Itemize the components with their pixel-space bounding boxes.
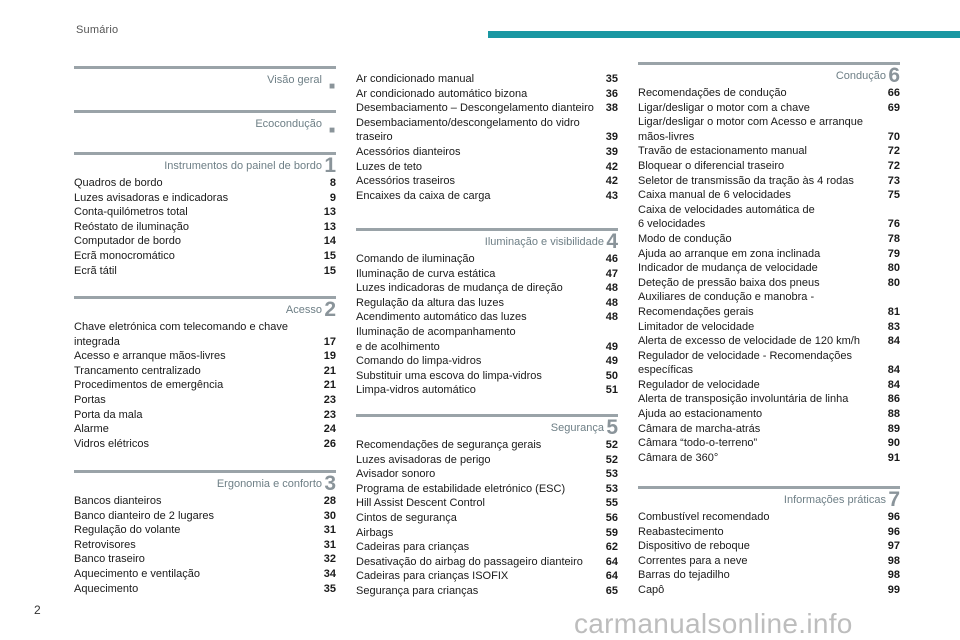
toc-entry-text: Cadeiras para crianças ISOFIX <box>356 570 509 583</box>
toc-entry-page: 79 <box>887 247 900 260</box>
toc-entry-text: Cintos de segurança <box>356 511 457 524</box>
toc-entry[interactable] <box>356 383 618 398</box>
toc-entry-page: 98 <box>887 569 900 582</box>
toc-entry-page: 13 <box>323 220 336 233</box>
toc-entry-page: 42 <box>605 160 618 173</box>
toc-entry[interactable] <box>356 72 618 87</box>
toc-entry-page: 90 <box>887 437 900 450</box>
toc-entry-text: Ajuda ao estacionamento <box>638 408 763 421</box>
toc-entry-page: 51 <box>605 384 618 397</box>
toc-entry-text: Alerta de transposição involuntária de linha <box>638 393 849 406</box>
toc-entry[interactable] <box>638 159 900 174</box>
toc-entry-page: 52 <box>605 439 618 451</box>
toc-entry[interactable] <box>638 554 900 569</box>
toc-entry-page: 75 <box>887 189 900 202</box>
section-number: 3 <box>324 472 336 495</box>
toc-entry-text: Desembaciamento – Descongelamento dianteiro <box>356 102 594 115</box>
toc-entry[interactable] <box>638 101 900 116</box>
toc-entry[interactable] <box>356 526 618 541</box>
toc-entry[interactable] <box>638 305 900 320</box>
toc-entry-page: 50 <box>605 369 618 382</box>
toc-entry[interactable] <box>74 234 336 249</box>
toc-entry-page: 98 <box>887 554 900 567</box>
toc-entry-text: Comando do limpa-vidros <box>356 355 482 368</box>
toc-entry[interactable] <box>638 422 900 437</box>
toc-entry-page: 52 <box>605 453 618 466</box>
toc-entry-text: Aquecimento <box>74 582 139 595</box>
entry-list <box>356 438 618 599</box>
toc-entry-page: 19 <box>323 350 336 363</box>
toc-entry-text: Encaixes da caixa de carga <box>356 189 491 202</box>
entry-list <box>74 494 336 596</box>
toc-entry[interactable] <box>74 552 336 567</box>
header-accent-bar <box>488 31 960 38</box>
toc-entry[interactable] <box>638 407 900 422</box>
toc-entry-text: Iluminação de curva estática <box>356 267 496 280</box>
toc-entry-text: Luzes de teto <box>356 160 423 173</box>
toc-entry-page: 24 <box>323 423 336 436</box>
toc-entry[interactable] <box>638 583 900 598</box>
toc-entry-text: Procedimentos de emergência <box>74 379 224 392</box>
toc-entry-page: 39 <box>605 145 618 158</box>
toc-entry-text: Regulador de velocidade <box>638 378 760 391</box>
toc-entry-text: Correntes para a neve <box>638 554 748 567</box>
toc-entry[interactable] <box>638 86 900 101</box>
toc-entry-page: 64 <box>605 570 618 583</box>
toc-entry[interactable] <box>74 393 336 408</box>
toc-entry-text: Airbags <box>356 526 394 539</box>
toc-entry-text: 6 velocidades <box>638 218 706 231</box>
toc-entry[interactable] <box>356 584 618 599</box>
section-title[interactable]: Ergonomia e conforto <box>216 478 322 490</box>
toc-entry-text: Luzes avisadoras de perigo <box>356 453 491 466</box>
toc-entry[interactable] <box>356 467 618 482</box>
toc-entry[interactable] <box>638 539 900 554</box>
entry-list <box>356 252 618 398</box>
toc-entry-text: Aquecimento e ventilação <box>74 567 200 580</box>
toc-entry[interactable] <box>638 436 900 451</box>
toc-entry-text: Ajuda ao arranque em zona inclinada <box>638 247 821 260</box>
toc-entry-page: 80 <box>887 262 900 275</box>
toc-entry[interactable] <box>638 363 900 378</box>
toc-entry[interactable] <box>356 160 618 175</box>
toc-entry-text: Reabastecimento <box>638 525 724 538</box>
section-5 <box>356 414 618 599</box>
toc-entry-page: 31 <box>323 538 336 551</box>
toc-entry-page: 34 <box>323 567 336 580</box>
toc-entry-text: Acendimento automático das luzes <box>356 311 527 324</box>
toc-entry-text: Câmara de 360° <box>638 451 719 464</box>
toc-entry-text: Barras do tejadilho <box>638 569 730 582</box>
toc-entry-page: 48 <box>605 296 618 309</box>
toc-entry[interactable] <box>356 540 618 555</box>
toc-entry-text: Câmara de marcha-atrás <box>638 422 761 435</box>
toc-entry-text: Programa de estabilidade eletrónico (ESC) <box>356 482 566 495</box>
toc-entry-text: Vidros elétricos <box>74 437 149 450</box>
section-number: 7 <box>888 488 900 511</box>
toc-entry-text: Caixa de velocidades automática de <box>638 203 815 216</box>
section-4 <box>356 228 618 398</box>
toc-entry-text: Banco dianteiro de 2 lugares <box>74 509 215 522</box>
toc-entry-text: Indicador de mudança de velocidade <box>638 262 818 275</box>
toc-entry-text: Substituir uma escova do limpa-vidros <box>356 369 542 382</box>
toc-entry-text: Recomendações gerais <box>638 305 754 318</box>
toc-entry[interactable] <box>74 509 336 524</box>
section-rule <box>356 414 618 417</box>
toc-entry-page: 36 <box>605 87 618 100</box>
toc-entry[interactable] <box>356 555 618 570</box>
toc-entry-page: 65 <box>605 584 618 597</box>
section-title[interactable]: Visão geral <box>267 74 322 86</box>
toc-entry-text: Regulador de velocidade - Recomendações <box>638 349 853 362</box>
toc-entry-page: 49 <box>605 340 618 353</box>
toc-entry-page: 9 <box>329 191 336 204</box>
toc-entry-page: 38 <box>605 102 618 115</box>
toc-entry-text: Iluminação de acompanhamento <box>356 325 516 338</box>
section-rule <box>74 66 336 69</box>
toc-entry-page: 72 <box>887 159 900 172</box>
toc-entry[interactable] <box>74 582 336 597</box>
section-3 <box>74 470 336 596</box>
section-rule <box>74 110 336 113</box>
toc-entry-text: Seletor de transmissão da tração às 4 rodas <box>638 174 854 187</box>
toc-entry[interactable] <box>74 364 336 379</box>
toc-entry-page: 15 <box>323 264 336 277</box>
toc-entry-text: Cadeiras para crianças <box>356 541 470 554</box>
toc-entry-page: 76 <box>887 218 900 231</box>
toc-entry[interactable] <box>638 203 900 218</box>
toc-entry[interactable] <box>638 525 900 540</box>
section-3-continued <box>356 72 618 203</box>
entry-list <box>74 176 336 278</box>
toc-entry[interactable] <box>356 296 618 311</box>
section-number: 6 <box>888 64 900 87</box>
section-2 <box>74 296 336 451</box>
toc-entry[interactable] <box>74 422 336 437</box>
toc-entry-page: 23 <box>323 393 336 406</box>
toc-entry[interactable] <box>638 115 900 130</box>
toc-entry-text: Dispositivo de reboque <box>638 540 750 553</box>
section-number: 5 <box>606 416 618 439</box>
toc-entry[interactable] <box>356 252 618 267</box>
toc-entry-text: Ar condicionado manual <box>356 73 475 85</box>
entry-list <box>74 320 336 451</box>
toc-entry-page: 21 <box>323 379 336 392</box>
toc-entry[interactable] <box>638 290 900 305</box>
toc-entry[interactable] <box>638 144 900 159</box>
toc-entry-text: Quadros de bordo <box>74 177 163 189</box>
entry-list <box>356 72 618 203</box>
section-1 <box>74 152 336 278</box>
toc-entry-page: 23 <box>323 408 336 421</box>
toc-entry[interactable] <box>356 310 618 325</box>
toc-entry-text: Câmara “todo-o-terreno” <box>638 437 758 450</box>
toc-entry[interactable] <box>638 349 900 364</box>
toc-entry-page: 66 <box>887 87 900 99</box>
toc-entry-page: 26 <box>323 437 336 450</box>
toc-entry-page: 21 <box>323 364 336 377</box>
toc-entry[interactable] <box>638 510 900 525</box>
toc-entry-page: 70 <box>887 130 900 143</box>
toc-entry-text: Banco traseiro <box>74 553 145 566</box>
section-title[interactable]: Informações práticas <box>783 494 886 506</box>
section-title[interactable]: Segurança <box>550 422 604 434</box>
toc-entry[interactable] <box>638 247 900 262</box>
toc-entry[interactable] <box>356 87 618 102</box>
section-title[interactable]: Acesso <box>285 304 322 316</box>
toc-entry-page: 53 <box>605 468 618 481</box>
section-rule <box>638 486 900 489</box>
toc-entry[interactable] <box>74 538 336 553</box>
toc-entry-page: 88 <box>887 408 900 421</box>
toc-entry[interactable] <box>74 249 336 264</box>
toc-entry[interactable] <box>356 145 618 160</box>
section-title[interactable]: Instrumentos do painel de bordo <box>164 160 322 172</box>
toc-entry-text: Alerta de excesso de velocidade de 120 km/h <box>638 335 860 348</box>
section-title[interactable]: Ecocondução <box>255 118 322 130</box>
toc-entry-page: 86 <box>887 393 900 406</box>
toc-entry-page: 32 <box>323 553 336 566</box>
section-ecoconducao <box>74 110 336 134</box>
toc-entry-text: Avisador sonoro <box>356 468 436 481</box>
section-number: 2 <box>324 298 336 321</box>
toc-entry[interactable] <box>74 349 336 364</box>
toc-entry[interactable] <box>74 378 336 393</box>
toc-entry[interactable] <box>74 205 336 220</box>
section-bullet-icon: ■ <box>328 125 335 136</box>
toc-entry-page: 84 <box>887 364 900 377</box>
toc-entry-text: Bancos dianteiros <box>74 495 162 507</box>
toc-entry-text: Retrovisores <box>74 538 136 551</box>
toc-entry-page: 96 <box>887 525 900 538</box>
toc-entry-text: Ecrã monocromático <box>74 249 175 262</box>
toc-entry-page: 89 <box>887 422 900 435</box>
section-visao-geral <box>74 66 336 90</box>
toc-entry-page: 48 <box>605 311 618 324</box>
toc-entry[interactable] <box>638 232 900 247</box>
toc-entry[interactable] <box>356 482 618 497</box>
toc-entry-page: 53 <box>605 482 618 495</box>
toc-entry[interactable] <box>638 276 900 291</box>
toc-entry-page: 80 <box>887 276 900 289</box>
toc-entry-text: Ligar/desligar o motor com Acesso e arranque <box>638 116 864 129</box>
toc-entry[interactable] <box>356 130 618 145</box>
toc-entry-text: Alarme <box>74 423 109 436</box>
toc-entry-text: Limpa-vidros automático <box>356 384 476 397</box>
toc-entry-text: Ecrã tátil <box>74 264 117 277</box>
section-bullet-icon: ■ <box>328 81 335 92</box>
toc-entry-text: Caixa manual de 6 velocidades <box>638 189 791 202</box>
section-number: 4 <box>606 230 618 253</box>
toc-entry[interactable] <box>356 174 618 189</box>
toc-entry-text: Modo de condução <box>638 232 732 245</box>
toc-entry-text: Capô <box>638 583 665 596</box>
toc-entry-text: Regulação da altura das luzes <box>356 296 504 309</box>
section-number: 1 <box>324 154 336 177</box>
toc-entry-text: Comando de iluminação <box>356 253 475 265</box>
toc-entry[interactable] <box>638 130 900 145</box>
toc-entry-page: 73 <box>887 174 900 187</box>
toc-entry-page: 46 <box>605 253 618 265</box>
toc-entry-page: 28 <box>323 495 336 507</box>
toc-entry-page: 69 <box>887 101 900 114</box>
toc-entry-page: 97 <box>887 540 900 553</box>
toc-entry[interactable] <box>356 369 618 384</box>
toc-entry-page: 72 <box>887 145 900 158</box>
toc-entry[interactable] <box>74 264 336 279</box>
toc-entry-page: 15 <box>323 249 336 262</box>
toc-entry-text: Segurança para crianças <box>356 584 479 597</box>
toc-entry-page: 84 <box>887 335 900 348</box>
toc-entry-page: 81 <box>887 305 900 318</box>
toc-entry[interactable] <box>356 281 618 296</box>
toc-entry-page: 99 <box>887 583 900 596</box>
toc-entry-text: Porta da mala <box>74 408 143 421</box>
entry-list <box>638 510 900 598</box>
toc-entry-page: 43 <box>605 189 618 202</box>
toc-entry-page: 30 <box>323 509 336 522</box>
toc-entry-text: Desativação do airbag do passageiro dianteiro <box>356 555 583 568</box>
toc-entry[interactable] <box>356 116 618 131</box>
toc-entry-page: 59 <box>605 526 618 539</box>
toc-entry[interactable] <box>638 568 900 583</box>
toc-entry-page: 55 <box>605 497 618 510</box>
toc-entry[interactable] <box>356 267 618 282</box>
toc-entry-text: e de acolhimento <box>356 340 440 353</box>
toc-entry[interactable] <box>356 496 618 511</box>
toc-entry[interactable] <box>74 335 336 350</box>
toc-entry-text: Luzes avisadoras e indicadoras <box>74 191 229 204</box>
toc-entry[interactable] <box>638 261 900 276</box>
toc-entry-text: Desembaciamento/descongelamento do vidro <box>356 116 580 129</box>
toc-entry-page: 31 <box>323 524 336 537</box>
toc-entry-page: 42 <box>605 175 618 188</box>
toc-entry-text: Recomendações de condução <box>638 87 787 99</box>
toc-entry-text: Acessórios dianteiros <box>356 145 461 158</box>
toc-entry[interactable] <box>74 567 336 582</box>
toc-entry[interactable] <box>356 354 618 369</box>
toc-entry[interactable] <box>74 320 336 335</box>
toc-entry-page: 56 <box>605 511 618 524</box>
toc-entry[interactable] <box>74 523 336 538</box>
toc-entry-page: 49 <box>605 355 618 368</box>
toc-entry[interactable] <box>638 378 900 393</box>
toc-entry[interactable] <box>74 220 336 235</box>
toc-entry-page: 39 <box>605 131 618 144</box>
toc-entry-text: Acessórios traseiros <box>356 175 456 188</box>
toc-entry[interactable] <box>638 188 900 203</box>
toc-entry-text: Limitador de velocidade <box>638 320 755 333</box>
toc-entry-page: 17 <box>323 335 336 348</box>
toc-entry-text: traseiro <box>356 131 393 144</box>
page-header-title: Sumário <box>76 24 119 36</box>
toc-entry-text: Deteção de pressão baixa dos pneus <box>638 276 820 289</box>
toc-entry-text: Regulação do volante <box>74 524 181 537</box>
section-rule <box>74 470 336 473</box>
toc-entry-page: 84 <box>887 378 900 391</box>
section-6 <box>638 62 900 465</box>
toc-entry-text: Conta-quilómetros total <box>74 206 188 219</box>
toc-entry-page: 91 <box>887 451 900 464</box>
toc-entry[interactable] <box>638 174 900 189</box>
toc-entry[interactable] <box>356 453 618 468</box>
toc-entry-page: 48 <box>605 282 618 295</box>
toc-entry-page: 47 <box>605 267 618 280</box>
toc-entry-text: Combustível recomendado <box>638 511 770 523</box>
toc-entry-page: 62 <box>605 541 618 554</box>
toc-entry[interactable] <box>638 334 900 349</box>
toc-entry-page: 35 <box>323 582 336 595</box>
section-rule <box>74 296 336 299</box>
toc-entry[interactable] <box>356 569 618 584</box>
watermark: carmanualsonline.info <box>574 608 853 639</box>
toc-entry-text: Luzes indicadoras de mudança de direção <box>356 282 563 295</box>
toc-entry-text: Ligar/desligar o motor com a chave <box>638 101 810 114</box>
section-title[interactable]: Condução <box>835 70 886 82</box>
toc-entry[interactable] <box>356 101 618 116</box>
toc-entry[interactable] <box>356 325 618 340</box>
section-title[interactable]: Iluminação e visibilidade <box>484 236 604 248</box>
section-7 <box>638 486 900 598</box>
toc-entry[interactable] <box>356 189 618 204</box>
toc-entry-text: Acesso e arranque mãos-livres <box>74 350 226 363</box>
toc-entry[interactable] <box>356 340 618 355</box>
toc-entry[interactable] <box>356 438 618 453</box>
toc-entry-text: específicas <box>638 364 694 377</box>
page-number: 2 <box>34 603 41 617</box>
toc-entry-text: Computador de bordo <box>74 235 182 248</box>
toc-entry-text: mãos-livres <box>638 130 695 143</box>
toc-entry-text: Hill Assist Descent Control <box>356 497 485 510</box>
section-rule <box>356 228 618 231</box>
toc-entry[interactable] <box>74 494 336 509</box>
toc-entry-text: Reóstato de iluminação <box>74 220 189 233</box>
toc-entry-text: Recomendações de segurança gerais <box>356 439 542 451</box>
toc-entry-page: 35 <box>605 73 618 85</box>
toc-entry[interactable] <box>74 176 336 191</box>
toc-entry[interactable] <box>638 320 900 335</box>
toc-entry[interactable] <box>638 217 900 232</box>
toc-entry-page: 83 <box>887 320 900 333</box>
toc-entry-text: Trancamento centralizado <box>74 364 201 377</box>
toc-entry-page: 13 <box>323 206 336 219</box>
toc-entry-text: Auxiliares de condução e manobra - <box>638 291 815 304</box>
entry-list <box>638 86 900 465</box>
toc-entry-page: 64 <box>605 555 618 568</box>
toc-entry-page: 14 <box>323 235 336 248</box>
toc-entry[interactable] <box>74 191 336 206</box>
toc-entry-text: Portas <box>74 393 106 406</box>
toc-entry-text: Travão de estacionamento manual <box>638 145 807 158</box>
toc-entry[interactable] <box>356 511 618 526</box>
toc-entry-page: 8 <box>329 177 336 189</box>
section-rule <box>638 62 900 65</box>
toc-entry[interactable] <box>638 392 900 407</box>
toc-entry-page: 96 <box>887 511 900 523</box>
toc-entry-text: integrada <box>74 335 120 348</box>
section-rule <box>74 152 336 155</box>
toc-entry[interactable] <box>74 437 336 452</box>
toc-entry-text: Chave eletrónica com telecomando e chave <box>74 321 289 333</box>
toc-entry-text: Bloquear o diferencial traseiro <box>638 159 785 172</box>
toc-entry-page: 78 <box>887 232 900 245</box>
toc-entry-text: Ar condicionado automático bizona <box>356 87 528 100</box>
toc-entry[interactable] <box>74 408 336 423</box>
toc-entry[interactable] <box>638 451 900 466</box>
